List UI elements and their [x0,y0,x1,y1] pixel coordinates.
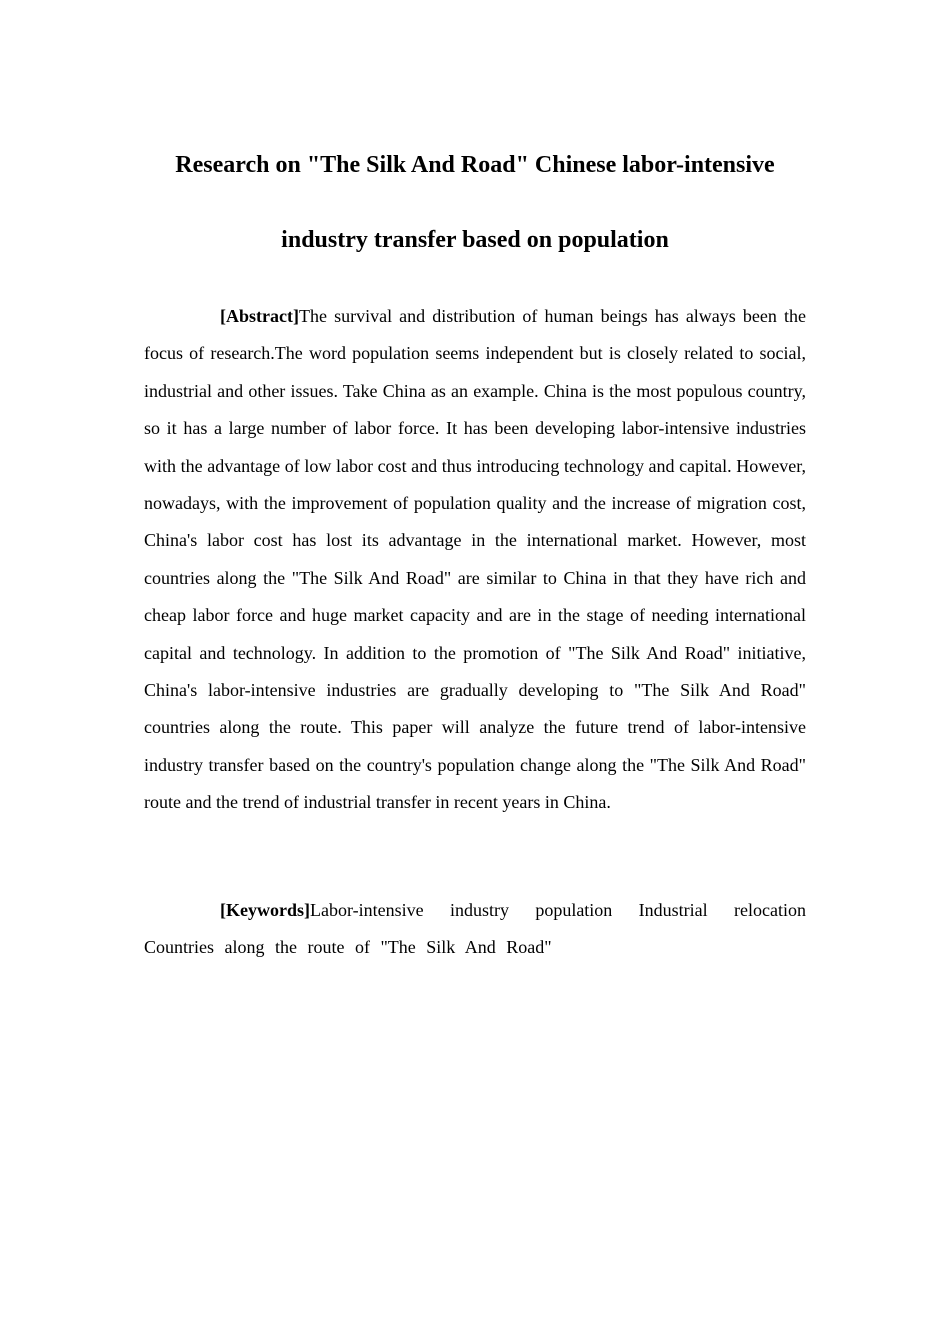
paper-title-line-2: industry transfer based on population [281,227,669,253]
paper-title-line-1: Research on "The Silk And Road" Chinese labor-intensive [175,152,775,178]
keywords-text: Labor-intensive industry population Industrial relocation Countries along the route of "The Silk And Road" [144,900,806,958]
abstract-label: [Abstract] [220,306,299,326]
keywords-paragraph [144,892,806,967]
keywords-label: [Keywords] [220,900,310,920]
abstract-text: The survival and distribution of human beings has always been the focus of research.The word population seems independent but is closely related to social, industrial and other issues. Take China as an example. China is the most populous country, so it has a large number of labor force. It has been developing labor-intensive industries with the advantage of low labor cost and thus introducing technology and capital. However, nowadays, with the improvement of population quality and the increase of migration cost, China's labor cost has lost its advantage in the international market. However, most countries along the "The Silk And Road" are similar to China in that they have rich and cheap labor force and huge market capacity and are in the stage of needing international capital and technology. In addition to the promotion of "The Silk And Road" initiative, China's labor-intensive industries are gradually developing to "The Silk And Road" countries along the route. This paper will analyze the future trend of labor-intensive industry transfer based on the country's population change along the "The Silk And Road" route and the trend of industrial transfer in recent years in China. [144,306,806,813]
abstract-paragraph [144,298,806,822]
